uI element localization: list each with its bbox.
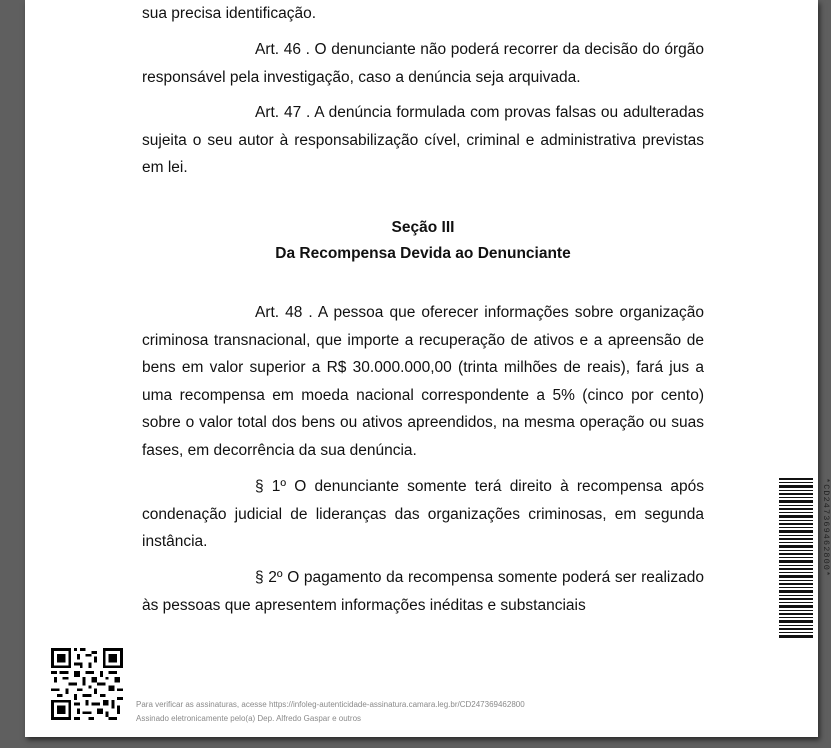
- barcode-icon: [779, 478, 813, 638]
- article-47: Art. 47 . A denúncia formulada com provas falsas ou adulteradas sujeita o seu autor à responsabilização cível, criminal e administrativa previstas em lei.: [142, 104, 704, 176]
- barcode-label: *CD247369462800*: [821, 478, 831, 578]
- section-number: Seção III: [391, 219, 455, 236]
- paragraph-2: § 2º O pagamento da recompensa somente poderá ser realizado às pessoas que apresentem informações inéditas e substanciais: [142, 569, 704, 614]
- text-fragment: sua precisa identificação.: [142, 5, 317, 22]
- section-title: Da Recompensa Devida ao Denunciante: [275, 245, 571, 262]
- signature-note: Assinado eletronicamente pelo(a) Dep. Alfredo Gaspar e outros: [136, 714, 362, 723]
- article-48: Art. 48 . A pessoa que oferecer informações sobre organização criminosa transnacional, que importe a recuperação de ativos e a apreensão de bens em valor superior a R$ 30.000.000,00 (trinta milhões de reais), fará jus a uma recompensa em moeda nacional correspondente a 5% (cinco por cento) sobre o valor total dos bens ou ativos apreendidos, na mesma operação ou suas fases, em decorrência da sua denúncia.: [142, 304, 704, 459]
- document-page: [25, 0, 831, 737]
- article-46: Art. 46 . O denunciante não poderá recorrer da decisão do órgão responsável pela investigação, caso a denúncia seja arquivada.: [142, 41, 704, 86]
- paragraph-1: § 1º O denunciante somente terá direito à recompensa após condenação judicial de lideranças das organizações criminosas, em segunda instância.: [142, 478, 704, 550]
- qr-code-icon: [51, 648, 123, 720]
- verification-note: Para verificar as assinaturas, acesse https://infoleg-autenticidade-assinatura.camara.leg.br/CD247369462800: [136, 700, 525, 709]
